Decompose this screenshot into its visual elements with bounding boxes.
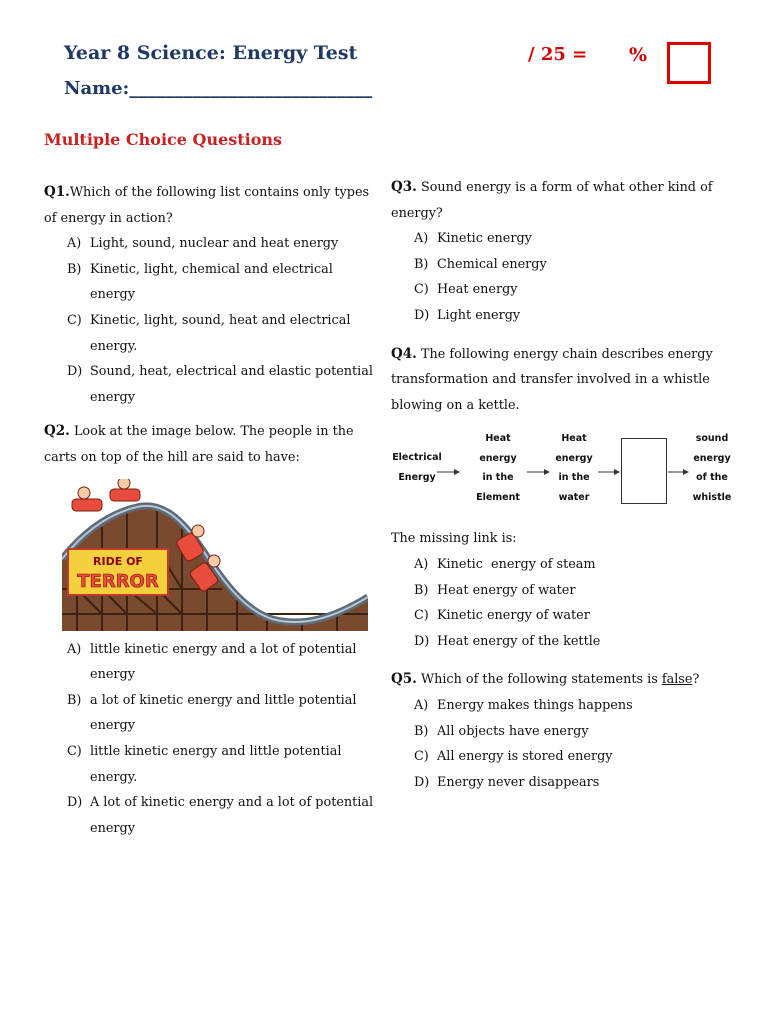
option-q2-c[interactable] <box>67 739 378 790</box>
page-title: Year 8 Science: Energy Test <box>64 42 358 64</box>
option-text: A lot of kinetic energy and a lot of potential energy <box>90 795 374 836</box>
chain-text: Energy <box>398 471 436 483</box>
option-q5-a[interactable] <box>414 693 731 719</box>
question-4 <box>391 342 731 655</box>
chain-text: sound <box>695 433 729 445</box>
question-4-prompt: The following energy chain describes energy transformation and transfer involved in a whistle blowing on a kettle. <box>391 346 713 413</box>
question-2-options <box>44 637 378 842</box>
option-q4-c[interactable] <box>414 603 731 629</box>
chain-arrows <box>391 430 741 516</box>
option-letter: B) <box>67 261 82 277</box>
question-1-options <box>44 231 378 410</box>
spacer <box>44 410 378 419</box>
chain-text: of the <box>696 472 728 484</box>
question-5-number: Q5. <box>391 671 417 688</box>
option-letter: D) <box>67 364 83 380</box>
option-text: little kinetic energy and a lot of potential energy <box>90 641 357 683</box>
option-q2-b[interactable] <box>67 688 378 739</box>
score-label: / 25 = <box>528 44 588 65</box>
option-text: Heat energy of water <box>437 582 576 598</box>
percent-label: % <box>629 44 648 66</box>
missing-link-label: The missing link is: <box>391 531 517 547</box>
option-q3-c[interactable] <box>414 277 731 303</box>
chain-text: energy <box>555 452 593 464</box>
sign-line-2: TERROR <box>77 570 159 592</box>
spacer <box>391 654 731 667</box>
question-1-number: Q1. <box>44 184 70 200</box>
option-letter: A) <box>67 641 82 657</box>
option-text: a lot of kinetic energy and little potential energy <box>90 692 357 734</box>
option-text: Kinetic, light, sound, heat and electrical energy. <box>90 312 351 354</box>
option-letter: D) <box>67 795 83 811</box>
chain-text: energy <box>479 452 517 464</box>
question-3-options <box>391 226 731 328</box>
option-q4-b[interactable] <box>414 578 731 604</box>
option-letter: B) <box>414 582 429 598</box>
question-1-prompt: Which of the following list contains only types of energy in action? <box>44 185 370 226</box>
option-letter: C) <box>67 743 82 759</box>
question-3-number: Q3. <box>391 179 417 195</box>
question-1 <box>44 180 378 410</box>
question-4-options <box>391 552 731 654</box>
left-column <box>44 180 378 841</box>
option-text: All energy is stored energy <box>437 749 613 765</box>
option-letter: A) <box>414 231 429 247</box>
chain-text: in the <box>558 472 590 484</box>
option-q5-b[interactable] <box>414 719 731 745</box>
option-q3-b[interactable] <box>414 252 731 278</box>
chain-text: Heat <box>561 433 587 445</box>
question-5 <box>391 667 731 795</box>
roller-coaster-image <box>62 479 368 631</box>
option-text: little kinetic energy and little potential energy. <box>90 743 342 785</box>
question-5-text <box>391 667 731 693</box>
option-letter: D) <box>414 774 430 790</box>
option-text: Heat energy of the kettle <box>437 633 601 649</box>
option-text: Kinetic energy of water <box>437 608 590 624</box>
question-2-prompt: Look at the image below. The people in the carts on top of the hill are said to have: <box>44 424 354 465</box>
option-q1-c[interactable] <box>67 308 378 359</box>
option-letter: A) <box>414 556 429 572</box>
right-column <box>391 175 731 795</box>
option-q1-b[interactable] <box>67 257 378 308</box>
option-q4-a[interactable] <box>414 552 731 578</box>
option-letter: B) <box>67 692 82 708</box>
score-box[interactable] <box>667 42 711 84</box>
chain-text: whistle <box>692 491 732 503</box>
question-2-text <box>44 419 378 470</box>
option-letter: C) <box>414 608 429 624</box>
question-1-text <box>44 180 378 231</box>
option-letter: C) <box>67 312 82 328</box>
option-text: Sound, heat, electrical and elastic potential energy <box>90 364 373 405</box>
option-q1-d[interactable] <box>67 359 378 410</box>
question-4-text <box>391 342 731 419</box>
chain-text: in the <box>482 472 514 484</box>
sign-line-1: RIDE OF <box>93 554 143 568</box>
option-letter: A) <box>67 236 82 252</box>
option-text: Heat energy <box>437 282 518 298</box>
option-letter: B) <box>414 723 429 739</box>
option-q3-a[interactable] <box>414 226 731 252</box>
option-text: Energy makes things happens <box>437 697 633 713</box>
option-q3-d[interactable] <box>414 303 731 329</box>
chain-text: energy <box>693 452 731 464</box>
option-letter: B) <box>414 256 429 272</box>
option-letter: C) <box>414 749 429 765</box>
option-letter: A) <box>414 697 429 713</box>
option-letter: C) <box>414 282 429 298</box>
option-q1-a[interactable] <box>67 231 378 257</box>
name-field[interactable]: Name:___________________________ <box>64 78 373 99</box>
section-heading: Multiple Choice Questions <box>44 130 283 149</box>
option-q5-d[interactable] <box>414 770 731 796</box>
chain-text: Element <box>476 491 520 503</box>
option-letter: D) <box>414 307 430 323</box>
option-text: Energy never disappears <box>437 774 600 790</box>
option-letter: D) <box>414 633 430 649</box>
chain-text: Heat <box>485 433 511 445</box>
question-3-text <box>391 175 731 226</box>
spacer <box>391 329 731 342</box>
option-q4-d[interactable] <box>414 629 731 655</box>
option-q2-a[interactable] <box>67 637 378 688</box>
question-5-prompt-end: ? <box>692 672 700 688</box>
option-text: All objects have energy <box>437 723 589 739</box>
question-5-prompt: Which of the following statements is <box>420 672 662 688</box>
question-2 <box>44 419 378 841</box>
option-q2-d[interactable] <box>67 790 378 841</box>
option-text: Kinetic, light, chemical and electrical energy <box>90 261 333 303</box>
option-text: Kinetic energy of steam <box>437 556 596 572</box>
chain-text: Electrical <box>392 452 442 464</box>
option-q5-c[interactable] <box>414 744 731 770</box>
chain-text: water <box>558 491 590 503</box>
question-2-number: Q2. <box>44 423 70 440</box>
question-3-prompt: Sound energy is a form of what other kind of energy? <box>391 180 713 221</box>
option-text: Kinetic energy <box>437 231 532 247</box>
emphasis-false: false <box>661 672 693 688</box>
option-text: Light, sound, nuclear and heat energy <box>90 236 339 252</box>
question-5-options <box>391 693 731 795</box>
energy-chain-diagram <box>391 430 741 516</box>
question-3 <box>391 175 731 329</box>
question-4-number: Q4. <box>391 345 417 362</box>
option-text: Chemical energy <box>437 256 547 272</box>
option-text: Light energy <box>437 307 521 323</box>
